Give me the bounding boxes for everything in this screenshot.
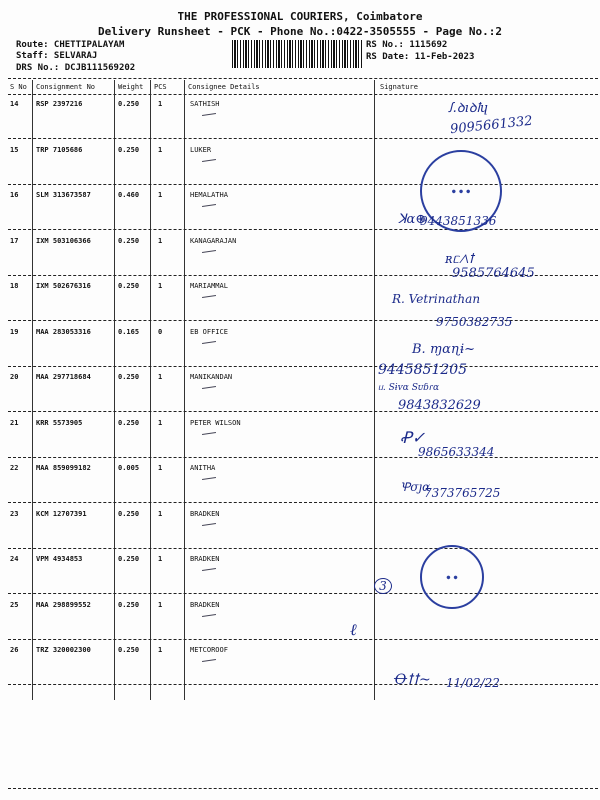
col-divider: [150, 80, 151, 700]
row-tick-mark: [202, 204, 216, 207]
col-divider: [374, 80, 375, 700]
row-consignment-no: VPM 4934853: [36, 555, 83, 563]
row-sno: 19: [10, 328, 19, 336]
row-weight: 0.250: [118, 282, 140, 290]
row-consignee: ANITHA: [190, 464, 216, 472]
row-consignee: MANIKANDAN: [190, 373, 233, 381]
signature-scribble: ꭍ.ꝺıꝺꝉɥ: [448, 101, 489, 116]
signature-phone: 9095661332: [449, 113, 534, 138]
company-title: THE PROFESSIONAL COURIERS, Coimbatore: [177, 10, 423, 23]
row-tick-mark: [202, 250, 216, 253]
row-consignment-no: MAA 283053316: [36, 328, 91, 336]
row-sno: 18: [10, 282, 19, 290]
row-consignment-no: MAA 298899552: [36, 601, 91, 609]
row-sno: 26: [10, 646, 19, 654]
signature-scribble: ꓘɑ⊕: [398, 212, 427, 227]
row-sno: 21: [10, 419, 19, 427]
signature-phone: 9865633344: [418, 445, 495, 459]
header-consignee: Consignee Details: [188, 83, 260, 91]
row-tick-mark: [202, 432, 216, 435]
row-tick-mark: [202, 523, 216, 526]
header-weight: Weight: [118, 83, 144, 91]
row-consignee: HEMALATHA: [190, 191, 228, 199]
signature-scribble: ʀᥴ⋀ꝉ: [445, 252, 474, 267]
col-divider: [184, 80, 185, 700]
row-pcs: 0: [158, 328, 163, 336]
row-consignment-no: IXM 502676316: [36, 282, 91, 290]
row-consignment-no: TRP 7105686: [36, 146, 83, 154]
row-pcs: 1: [158, 237, 163, 245]
row-weight: 0.250: [118, 419, 140, 427]
row-divider: [8, 366, 598, 367]
row-weight: 0.460: [118, 191, 140, 199]
row-sno: 14: [10, 100, 19, 108]
row-weight: 0.250: [118, 237, 140, 245]
signature-date: 11/02/22: [446, 676, 500, 690]
row-divider: [8, 548, 598, 549]
row-pcs: 1: [158, 464, 163, 472]
company-stamp: ● ● ●: [420, 150, 502, 232]
row-sno: 17: [10, 237, 19, 245]
row-divider: [8, 184, 598, 185]
row-weight: 0.250: [118, 646, 140, 654]
row-consignee: KANAGARAJAN: [190, 237, 237, 245]
row-divider: [8, 593, 598, 594]
row-pcs: 1: [158, 601, 163, 609]
row-consignee: SATHISH: [190, 100, 220, 108]
row-pcs: 1: [158, 282, 163, 290]
signature-phone: 9585764645: [452, 266, 535, 281]
header-signature: Signature: [380, 83, 418, 91]
row-tick-mark: [202, 341, 216, 344]
row-weight: 0.005: [118, 464, 140, 472]
row-consignment-no: TRZ 320002300: [36, 646, 91, 654]
row-pcs: 1: [158, 555, 163, 563]
row-sno: 15: [10, 146, 19, 154]
signature-circle-mark: 3: [374, 578, 392, 594]
col-divider: [32, 80, 33, 700]
row-pcs: 1: [158, 419, 163, 427]
rs-date: RS Date: 11-Feb-2023: [366, 52, 475, 62]
drs-label: DRS No.: DCJB111569202: [16, 63, 136, 73]
row-sno: 20: [10, 373, 19, 381]
header-sno: S No: [10, 83, 27, 91]
row-tick-mark: [202, 614, 216, 617]
row-consignee: MARIAMMAL: [190, 282, 228, 290]
row-sno: 16: [10, 191, 19, 199]
row-consignee: PETER WILSON: [190, 419, 241, 427]
row-sno: 22: [10, 464, 19, 472]
row-consignment-no: IXM 503106366: [36, 237, 91, 245]
row-divider: [8, 639, 598, 640]
company-stamp: ● ●: [420, 545, 484, 609]
signature-scribble: B. ɱɑɳɨ~: [412, 342, 475, 357]
signature-phone: 7373765725: [424, 486, 501, 500]
row-consignment-no: KRR 5573905: [36, 419, 83, 427]
row-weight: 0.250: [118, 146, 140, 154]
row-consignee: BRADKEN: [190, 510, 220, 518]
row-sno: 23: [10, 510, 19, 518]
row-consignee: BRADKEN: [190, 601, 220, 609]
staff-label: Staff: SELVARAJ: [16, 51, 98, 61]
row-weight: 0.165: [118, 328, 140, 336]
row-pcs: 1: [158, 100, 163, 108]
header-pcs: PCS: [154, 83, 167, 91]
row-consignee: LUKER: [190, 146, 212, 154]
row-pcs: 1: [158, 146, 163, 154]
rs-number: RS No.: 1115692: [366, 40, 448, 50]
row-tick-mark: [202, 113, 216, 116]
row-pcs: 1: [158, 646, 163, 654]
signature-scribble: Ꝓ✓: [400, 428, 426, 447]
signature-scribble: ᥙ. Sɨᴠɑ Sᴜɓɾɑ: [378, 383, 440, 393]
signature-phone: 9443851336: [420, 214, 497, 228]
runsheet-subtitle: Delivery Runsheet - PCK - Phone No.:0422-3505555 - Page No.:2: [98, 25, 502, 38]
signature-scribble: Ꝕσȷɑ: [400, 480, 431, 494]
row-weight: 0.250: [118, 510, 140, 518]
signature-name: R. Vetrinathan: [392, 292, 481, 306]
col-divider: [114, 80, 115, 700]
row-weight: 0.250: [118, 100, 140, 108]
row-tick-mark: [202, 659, 216, 662]
table-header-rule: [8, 94, 598, 95]
row-weight: 0.250: [118, 555, 140, 563]
row-tick-mark: [202, 477, 216, 480]
route-label: Route: CHETTIPALAYAM: [16, 40, 125, 50]
row-pcs: 1: [158, 510, 163, 518]
row-consignee: BRADKEN: [190, 555, 220, 563]
row-consignment-no: KCM 12707391: [36, 510, 87, 518]
row-tick-mark: [202, 159, 216, 162]
row-tick-mark: [202, 568, 216, 571]
signature-phone: 9445851205: [378, 362, 468, 378]
signature-scribble: ℓ: [350, 620, 357, 639]
barcode-image: [232, 40, 362, 68]
row-weight: 0.250: [118, 373, 140, 381]
row-weight: 0.250: [118, 601, 140, 609]
row-consignment-no: SLM 313673587: [36, 191, 91, 199]
row-divider: [8, 502, 598, 503]
row-consignment-no: MAA 297718684: [36, 373, 91, 381]
row-divider: [8, 457, 598, 458]
row-divider: [8, 684, 598, 685]
row-sno: 25: [10, 601, 19, 609]
row-consignment-no: RSP 2397216: [36, 100, 83, 108]
signature-phone: 9750382735: [436, 315, 513, 329]
row-divider: [8, 229, 598, 230]
table-bottom-rule: [8, 788, 598, 789]
row-divider: [8, 411, 598, 412]
row-pcs: 1: [158, 373, 163, 381]
row-consignee: EB OFFICE: [190, 328, 228, 336]
row-consignment-no: MAA 859099182: [36, 464, 91, 472]
row-sno: 24: [10, 555, 19, 563]
row-tick-mark: [202, 386, 216, 389]
row-tick-mark: [202, 295, 216, 298]
signature-scribble: Ꝋꝉꝉ~: [394, 672, 431, 688]
row-pcs: 1: [158, 191, 163, 199]
row-divider: [8, 138, 598, 139]
row-consignee: METCOROOF: [190, 646, 228, 654]
signature-phone: 9843832629: [398, 398, 481, 413]
header-consignment: Consignment No: [36, 83, 96, 91]
table-top-rule: [8, 78, 598, 79]
